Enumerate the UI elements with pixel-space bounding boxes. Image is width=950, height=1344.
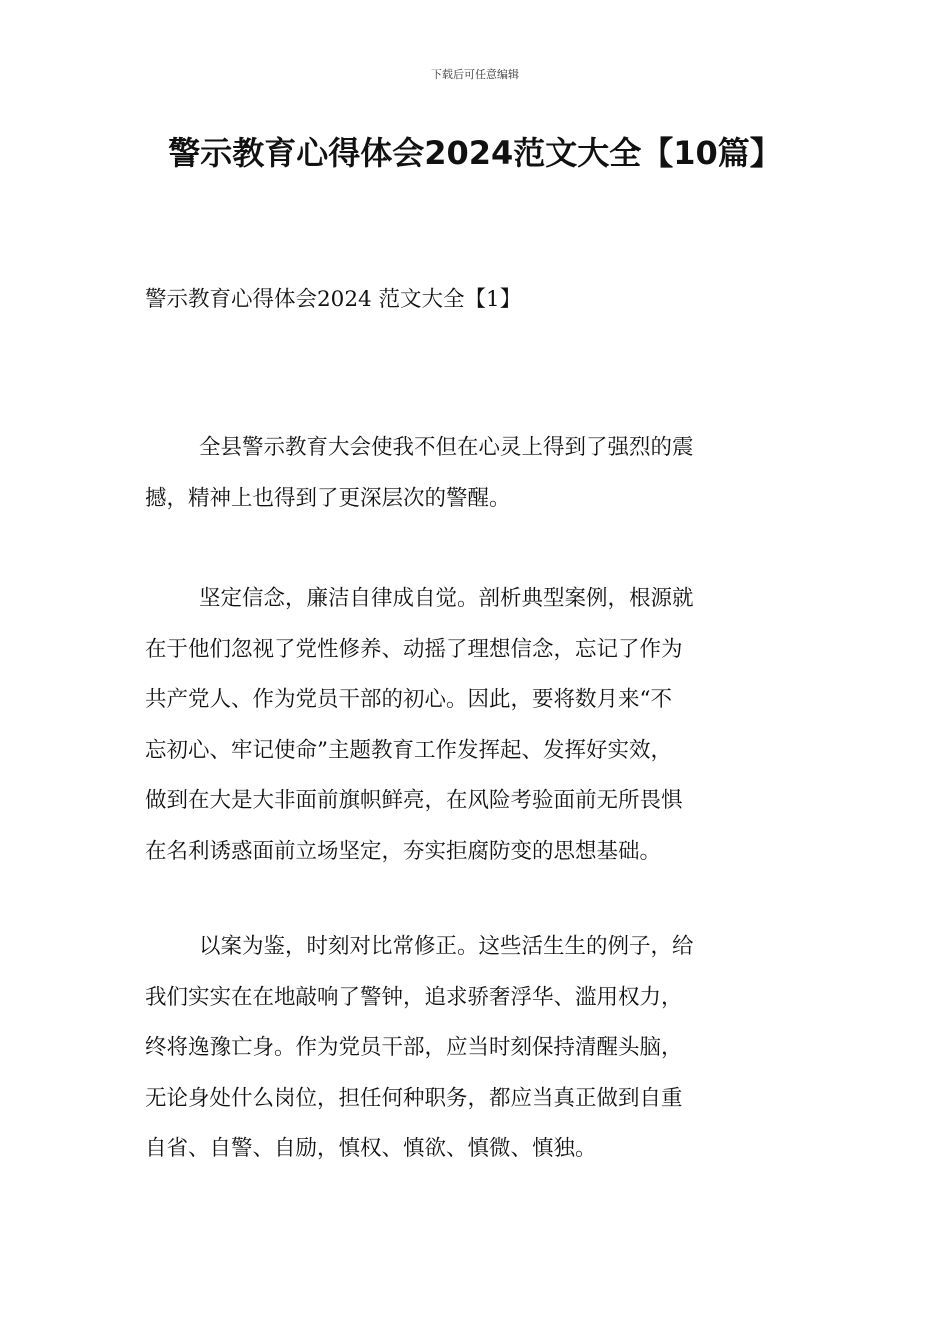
paragraph-line: 在名利诱惑面前立场坚定，夯实拒腐防变的思想基础。: [145, 838, 662, 864]
document-title: 警示教育心得体会2024范文大全【10篇】: [168, 134, 782, 172]
header-note: 下载后可任意编辑: [431, 68, 519, 81]
paragraph-line: 全县警示教育大会使我不但在心灵上得到了强烈的震: [199, 435, 694, 460]
paragraph-line: 无论身处什么岗位，担任何种职务，都应当真正做到自重: [145, 1085, 683, 1111]
paragraph-line: 在于他们忽视了党性修养、动摇了理想信念，忘记了作为: [145, 636, 683, 662]
paragraph-line: 撼，精神上也得到了更深层次的警醒。: [145, 485, 511, 511]
paragraph-1: [145, 423, 807, 524]
section-heading: 警示教育心得体会2024 范文大全【1】: [145, 287, 522, 312]
paragraph-line: 我们实实在在地敲响了警钟，追求骄奢浮华、滥用权力，: [145, 984, 683, 1010]
paragraph-line: 做到在大是大非面前旗帜鲜亮，在风险考验面前无所畏惧: [145, 788, 683, 813]
paragraph-line: 共产党人、作为党员干部的初心。因此，要将数月来“不: [145, 687, 672, 712]
paragraph-line: 忘初心、牢记使命”主题教育工作发挥起、发挥好实效，: [145, 737, 672, 763]
paragraph-line: 自省、自警、自励，慎权、慎欲、慎微、慎独。: [145, 1136, 597, 1161]
paragraph-line: 以案为鉴，时刻对比常修正。这些活生生的例子，给: [199, 934, 694, 959]
paragraph-line: 坚定信念，廉洁自律成自觉。剖析典型案例，根源就: [199, 586, 694, 611]
paragraph-line: 终将逸豫亡身。作为党员干部，应当时刻保持清醒头脑，: [145, 1035, 683, 1060]
paragraph-3: [145, 922, 807, 1175]
paragraph-2: [145, 574, 807, 877]
